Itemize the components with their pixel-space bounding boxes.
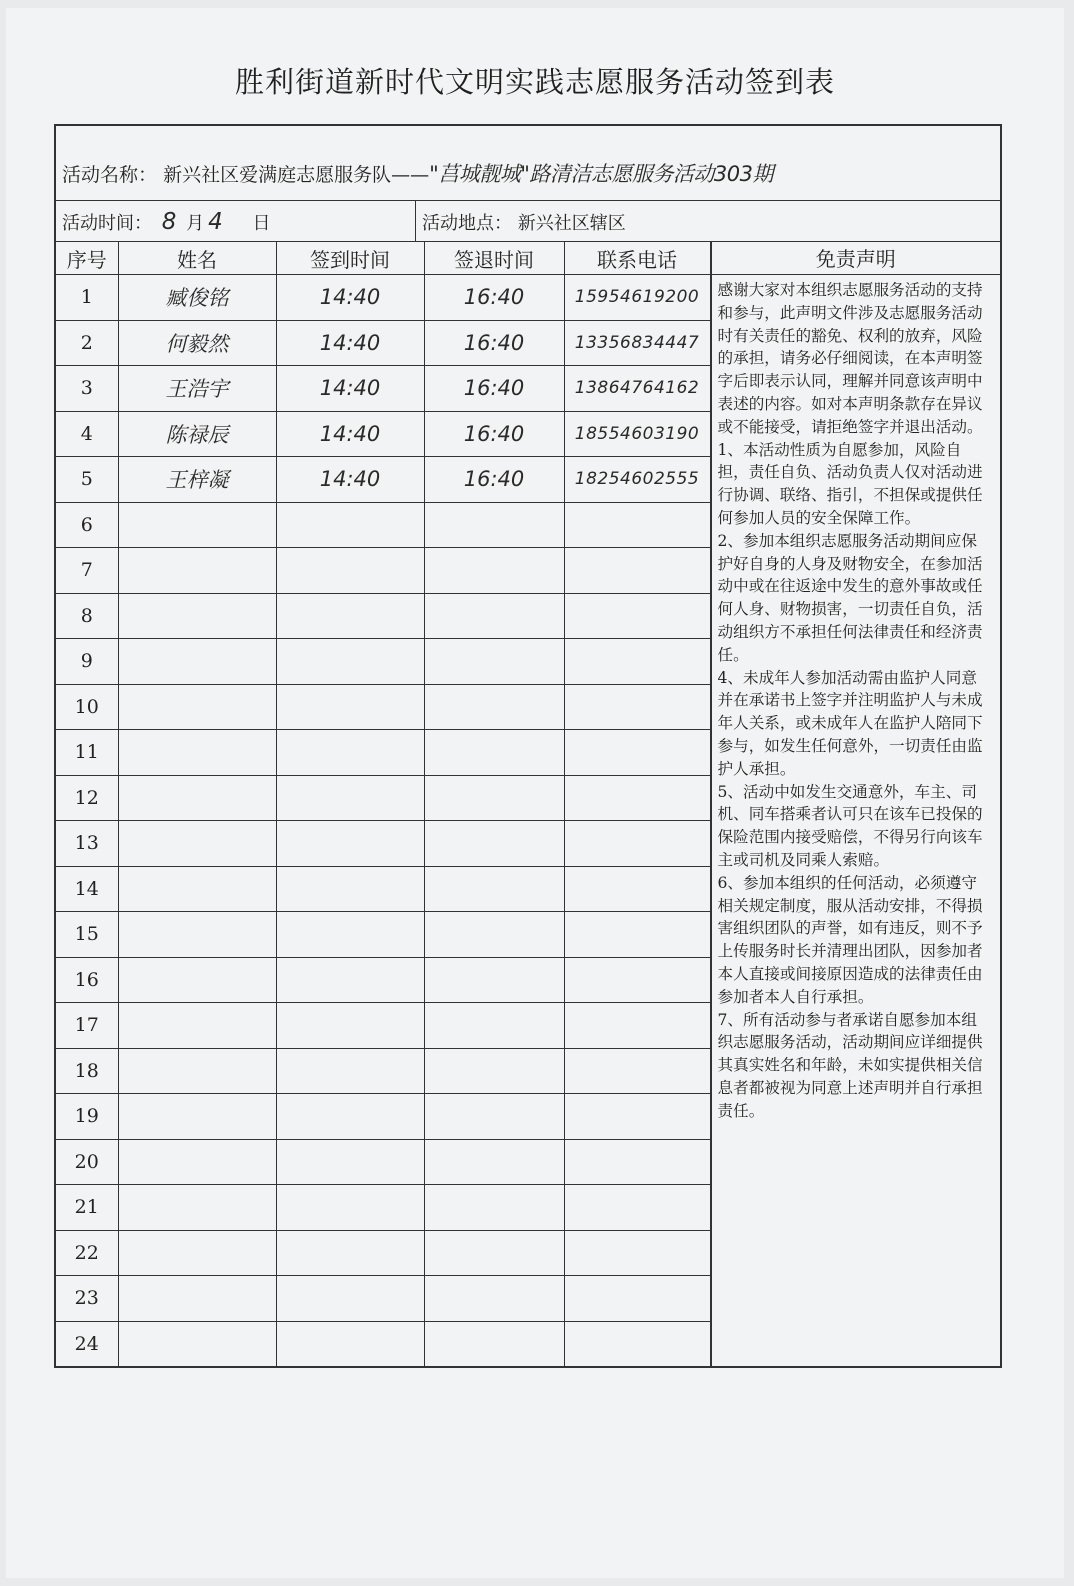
row-sign-out-time — [424, 1003, 564, 1049]
activity-name-printed: 新兴社区爱满庭志愿服务队—— — [163, 164, 430, 186]
row-name: 陈禄辰 — [118, 411, 276, 457]
month-label: 月 — [186, 213, 205, 234]
row-sign-out-time — [424, 1139, 564, 1185]
row-sign-out-time: 16:40 — [424, 411, 564, 457]
row-name: 何毅然 — [118, 320, 276, 366]
sheet-title: 胜利街道新时代文明实践志愿服务活动签到表 — [234, 65, 835, 99]
disclaimer-paragraph: 5、活动中如发生交通意外，车主、司机、同车搭乘者认可只在该车已投保的保险范围内接受赔偿，不得另行向该车主或司机及同乘人索赔。 — [717, 782, 983, 869]
row-sign-in-time — [276, 1048, 424, 1094]
row-sign-in-time — [276, 775, 424, 821]
activity-time-row — [56, 201, 1000, 242]
row-sign-out-time — [424, 1094, 564, 1140]
row-sign-out-time: 16:40 — [424, 275, 564, 321]
header-no: 序号 — [56, 242, 118, 275]
row-number: 10 — [56, 684, 118, 730]
row-sign-out-time — [424, 502, 564, 548]
row-name — [118, 684, 276, 730]
row-sign-in-time — [276, 1321, 424, 1366]
row-number: 23 — [56, 1276, 118, 1322]
row-sign-out-time — [424, 866, 564, 912]
row-sign-out-time: 16:40 — [424, 366, 564, 412]
table-row — [56, 1230, 710, 1276]
row-name: 王梓凝 — [118, 457, 276, 503]
row-number: 2 — [56, 320, 118, 366]
row-sign-out-time — [424, 684, 564, 730]
row-name: 臧俊铭 — [118, 275, 276, 321]
row-phone — [564, 1321, 710, 1366]
row-number: 3 — [56, 366, 118, 412]
row-number: 14 — [56, 866, 118, 912]
disclaimer-paragraph: 6、参加本组织的任何活动，必须遵守相关规定制度，服从活动安排，不得损害组织团队的声誉，如有违反，则不予上传服务时长并清理出团队，因参加者本人直接或间接原因造成的法律责任由参加者本人自行承担。 — [717, 873, 983, 1006]
row-sign-in-time — [276, 502, 424, 548]
disclaimer-paragraph: 1、本活动性质为自愿参加，风险自担，责任自负、活动负责人仅对活动进行协调、联络、指引，不担保或提供任何参加人员的安全保障工作。 — [717, 440, 983, 527]
row-number: 21 — [56, 1185, 118, 1231]
row-phone — [564, 912, 710, 958]
row-name — [118, 593, 276, 639]
disclaimer-paragraph: 7、所有活动参与者承诺自愿参加本组织志愿服务活动，活动期间应详细提供其真实姓名和年龄，未如实提供相关信息者都被视为同意上述声明并自行承担责任。 — [717, 1010, 983, 1120]
table-row — [56, 502, 710, 548]
table-header-row — [56, 242, 710, 275]
activity-name-row — [56, 126, 1000, 201]
table-row — [56, 1094, 710, 1140]
table-row — [56, 366, 710, 412]
activity-location: 新兴社区辖区 — [517, 213, 626, 234]
row-name — [118, 1139, 276, 1185]
row-name — [118, 502, 276, 548]
day-label: 日 — [252, 213, 271, 234]
row-sign-in-time — [276, 1276, 424, 1322]
row-sign-out-time — [424, 639, 564, 685]
activity-time-cell — [56, 201, 416, 241]
row-phone — [564, 639, 710, 685]
row-number: 9 — [56, 639, 118, 685]
table-row — [56, 457, 710, 503]
row-sign-out-time — [424, 1230, 564, 1276]
row-number: 22 — [56, 1230, 118, 1276]
row-sign-out-time — [424, 1321, 564, 1366]
row-number: 24 — [56, 1321, 118, 1366]
row-number: 12 — [56, 775, 118, 821]
row-number: 1 — [56, 275, 118, 321]
row-sign-in-time — [276, 1139, 424, 1185]
disclaimer-paragraph: 2、参加本组织志愿服务活动期间应保护好自身的人身及财物安全，在参加活动中或在往返途中发生的意外事故或任何人身、财物损害，一切责任自负，活动组织方不承担任何法律责任和经济责任。 — [717, 531, 983, 664]
row-phone: 15954619200 — [564, 275, 710, 321]
row-sign-in-time — [276, 593, 424, 639]
row-sign-out-time — [424, 593, 564, 639]
row-number: 4 — [56, 411, 118, 457]
table-row — [56, 639, 710, 685]
table-row — [56, 684, 710, 730]
row-sign-in-time: 14:40 — [276, 411, 424, 457]
row-number: 13 — [56, 821, 118, 867]
row-sign-out-time — [424, 957, 564, 1003]
header-sign-in-time: 签到时间 — [276, 242, 424, 275]
table-row — [56, 1003, 710, 1049]
disclaimer-paragraph: 4、未成年人参加活动需由监护人同意并在承诺书上签字并注明监护人与未成年人关系，或未成年人在监护人陪同下参与，如发生任何意外，一切责任由监护人承担。 — [717, 668, 983, 778]
row-number: 16 — [56, 957, 118, 1003]
row-sign-in-time — [276, 912, 424, 958]
row-name — [118, 775, 276, 821]
row-name — [118, 1094, 276, 1140]
activity-day: 4 — [208, 209, 223, 235]
row-sign-out-time — [424, 912, 564, 958]
table-row — [56, 1321, 710, 1366]
disclaimer-column — [711, 242, 1001, 1366]
row-phone — [564, 502, 710, 548]
row-name — [118, 957, 276, 1003]
table-row — [56, 275, 710, 321]
row-sign-out-time — [424, 1185, 564, 1231]
activity-location-label: 活动地点： — [422, 213, 512, 234]
row-phone — [564, 1230, 710, 1276]
row-number: 7 — [56, 548, 118, 594]
row-name — [118, 866, 276, 912]
row-phone — [564, 548, 710, 594]
row-sign-in-time: 14:40 — [276, 366, 424, 412]
row-phone: 13864764162 — [564, 366, 710, 412]
header-phone: 联系电话 — [564, 242, 710, 275]
row-number: 11 — [56, 730, 118, 776]
row-sign-in-time: 14:40 — [276, 320, 424, 366]
table-row — [56, 866, 710, 912]
row-sign-in-time — [276, 639, 424, 685]
row-name — [118, 821, 276, 867]
table-row — [56, 1276, 710, 1322]
row-number: 6 — [56, 502, 118, 548]
row-phone — [564, 957, 710, 1003]
row-sign-in-time: 14:40 — [276, 457, 424, 503]
table-row — [56, 821, 710, 867]
row-phone — [564, 775, 710, 821]
table-row — [56, 548, 710, 594]
row-sign-in-time — [276, 821, 424, 867]
row-number: 15 — [56, 912, 118, 958]
row-sign-out-time: 16:40 — [424, 320, 564, 366]
table-row — [56, 730, 710, 776]
header-name: 姓名 — [118, 242, 276, 275]
row-name — [118, 1230, 276, 1276]
activity-time-label: 活动时间： — [62, 213, 152, 234]
table-row — [56, 320, 710, 366]
table-row — [56, 912, 710, 958]
row-phone — [564, 1094, 710, 1140]
row-phone: 18254602555 — [564, 457, 710, 503]
row-phone — [564, 730, 710, 776]
row-name — [118, 1185, 276, 1231]
activity-name-label: 活动名称： — [62, 164, 158, 186]
disclaimer-title: 免责声明 — [712, 242, 1001, 275]
row-name — [118, 912, 276, 958]
row-sign-in-time — [276, 684, 424, 730]
row-name — [118, 1321, 276, 1366]
row-phone — [564, 866, 710, 912]
disclaimer-body — [712, 275, 1001, 1122]
table-row — [56, 957, 710, 1003]
row-phone — [564, 593, 710, 639]
row-name — [118, 1003, 276, 1049]
row-number: 8 — [56, 593, 118, 639]
table-row — [56, 775, 710, 821]
row-sign-in-time — [276, 730, 424, 776]
row-phone — [564, 684, 710, 730]
row-name — [118, 730, 276, 776]
row-sign-in-time — [276, 1003, 424, 1049]
row-phone: 13356834447 — [564, 320, 710, 366]
row-number: 20 — [56, 1139, 118, 1185]
row-phone — [564, 1003, 710, 1049]
table-row — [56, 1185, 710, 1231]
row-name — [118, 548, 276, 594]
row-number: 5 — [56, 457, 118, 503]
activity-month: 8 — [161, 209, 177, 235]
row-sign-in-time: 14:40 — [276, 275, 424, 321]
row-phone — [564, 1276, 710, 1322]
sign-in-sheet — [6, 8, 1064, 1578]
row-name — [118, 1276, 276, 1322]
form-table — [54, 124, 1002, 1368]
row-phone — [564, 1139, 710, 1185]
row-sign-out-time — [424, 1276, 564, 1322]
row-phone — [564, 1048, 710, 1094]
row-sign-in-time — [276, 548, 424, 594]
row-sign-in-time — [276, 957, 424, 1003]
table-row — [56, 1048, 710, 1094]
row-name — [118, 1048, 276, 1094]
row-number: 18 — [56, 1048, 118, 1094]
row-sign-out-time — [424, 548, 564, 594]
activity-name-handwritten: "莒城靓城"路清洁志愿服务活动303期 — [429, 162, 773, 186]
header-sign-out-time: 签退时间 — [424, 242, 564, 275]
row-sign-in-time — [276, 866, 424, 912]
row-sign-in-time — [276, 1230, 424, 1276]
row-sign-out-time — [424, 730, 564, 776]
row-sign-out-time: 16:40 — [424, 457, 564, 503]
row-number: 17 — [56, 1003, 118, 1049]
row-sign-out-time — [424, 775, 564, 821]
table-row — [56, 411, 710, 457]
row-phone — [564, 1185, 710, 1231]
row-phone — [564, 821, 710, 867]
row-phone: 18554603190 — [564, 411, 710, 457]
row-sign-in-time — [276, 1094, 424, 1140]
attendance-table — [56, 242, 711, 1366]
row-name — [118, 639, 276, 685]
table-row — [56, 1139, 710, 1185]
row-number: 19 — [56, 1094, 118, 1140]
disclaimer-paragraph: 感谢大家对本组织志愿服务活动的支持和参与，此声明文件涉及志愿服务活动时有关责任的豁免、权利的放弃，风险的承担，请务必仔细阅读，在本声明签字后即表示认同，理解并同意该声明中表述的内容。如对本声明条款存在异议或不能接受，请拒绝签字并退出活动。 — [717, 281, 983, 436]
table-row — [56, 593, 710, 639]
row-sign-out-time — [424, 1048, 564, 1094]
row-sign-out-time — [424, 821, 564, 867]
table-body — [56, 275, 710, 1367]
row-sign-in-time — [276, 1185, 424, 1231]
row-name: 王浩宇 — [118, 366, 276, 412]
activity-location-cell — [416, 201, 632, 241]
